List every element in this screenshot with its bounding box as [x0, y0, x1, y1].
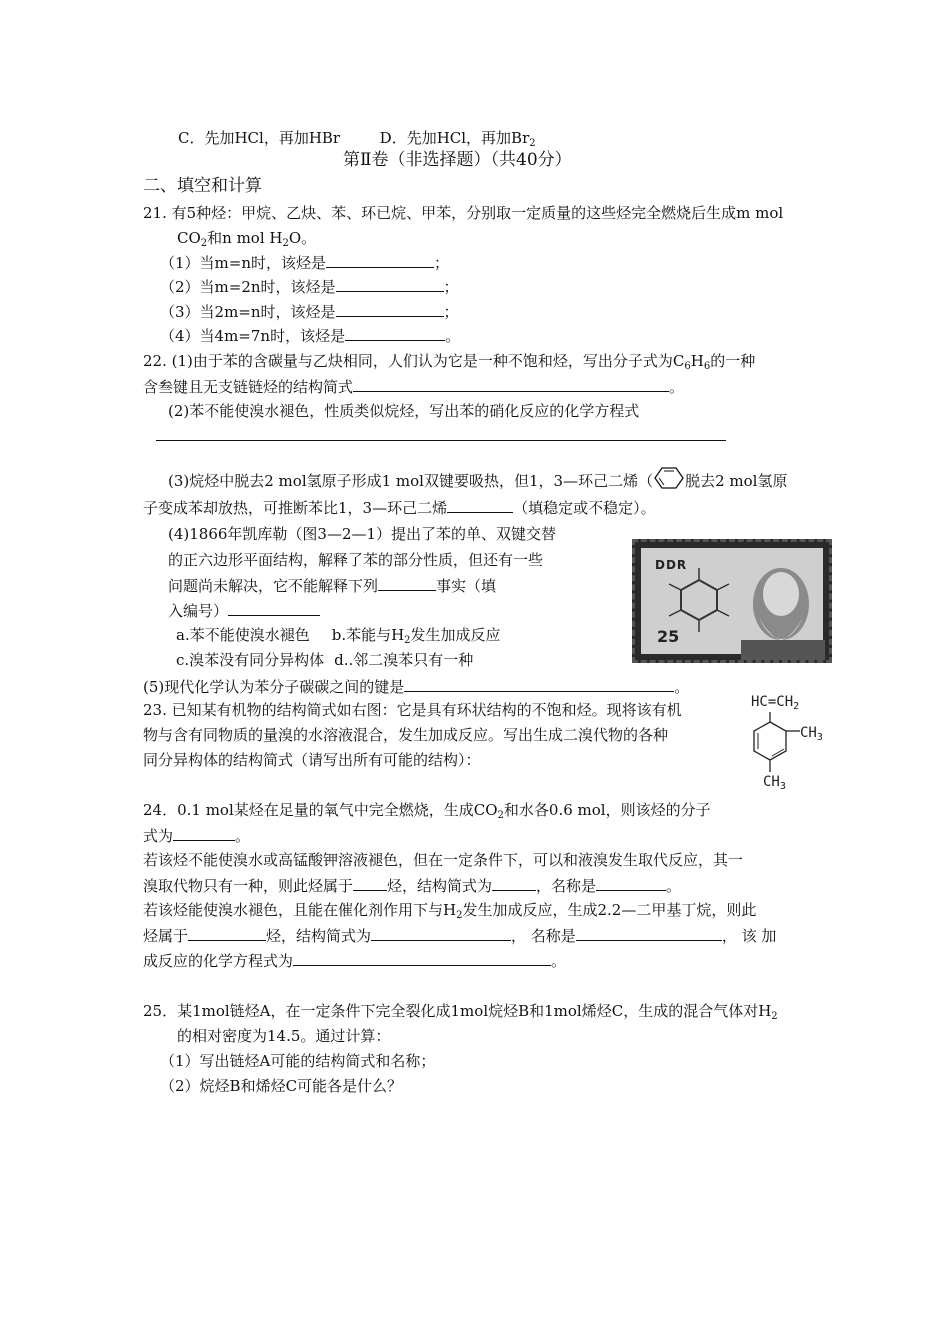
- q25-line1: 25．某1mol链烃A，在一定条件下完全裂化成1mol烷烃B和1mol烯烃C，生成的混合气体对$H_2$: [143, 1002, 778, 1022]
- q22-p4-line2: 的正六边形平面结构，解释了苯的部分性质，但还有一些: [168, 551, 544, 569]
- vinyl-group-label: $HC=CH_2$: [751, 694, 800, 712]
- q24-line6: 烃属于 烃，结构简式为 ， 名称是 ， 该 加: [143, 927, 777, 945]
- answer-blank[interactable]: [336, 276, 444, 292]
- answer-blank[interactable]: [336, 301, 444, 317]
- q22-p3-line1: (3)烷烃中脱去2 mol氢原子形成1 mol双键要吸热，但1，3—环己二烯（ 脱去2 mol氢原: [168, 471, 787, 492]
- q21-stem-line2: $CO_2$和n mol $H_2O$。: [177, 229, 317, 249]
- answer-blank[interactable]: [576, 925, 722, 941]
- q24-line3: 若该烃不能使溴水或高锰酸钾溶液褪色，但在一定条件下，可以和液溴发生取代反应，其一: [143, 851, 744, 869]
- q21-item-1: （1）当m=n时，该烃是 ；: [160, 254, 450, 272]
- q24-line7: 成反应的化学方程式为 。: [143, 952, 567, 970]
- answer-blank[interactable]: [371, 925, 511, 941]
- q22-p4-line3: 问题尚未解决，它不能解释下列 事实（填: [168, 577, 497, 595]
- answer-blank[interactable]: [326, 252, 434, 268]
- option-c: c.溴苯没有同分异构体: [176, 651, 325, 669]
- option-c: C．先加HCl，再加HBr: [178, 129, 341, 147]
- q22-options-ab: a.苯不能使溴水褪色 b.苯能与$H_2$发生加成反应: [176, 626, 501, 646]
- q25-line4: （2）烷烃B和烯烃C可能各是什么？: [160, 1077, 403, 1095]
- part-title: 二、填空和计算: [143, 176, 262, 196]
- option-d: d..邻二溴苯只有一种: [334, 651, 474, 669]
- answer-blank[interactable]: [492, 875, 536, 891]
- answer-blank[interactable]: [188, 925, 266, 941]
- answer-line[interactable]: [156, 440, 726, 441]
- q22-p3-line2: 子变成苯却放热，可推断苯比1，3—环己二烯 （填稳定或不稳定）。: [143, 499, 656, 517]
- q23-line3: 同分异构体的结构简式（请写出所有可能的结构）：: [143, 751, 481, 769]
- q22-p2: (2)苯不能使溴水褪色，性质类似烷烃，写出苯的硝化反应的化学方程式: [168, 402, 640, 420]
- methyl-group-label: $CH_3$: [800, 725, 823, 743]
- q22-p1-line1: 22. (1)由于苯的含碳量与乙炔相同，人们认为它是一种不饱和烃，写出分子式为$C_6H_6$的一种: [143, 352, 756, 372]
- benzene-ring-icon: [653, 472, 685, 492]
- answer-blank[interactable]: [353, 875, 387, 891]
- q21-item-2: （2）当m=2n时，该烃是 ；: [160, 278, 459, 296]
- q22-p4-line4: 入编号）: [168, 600, 320, 621]
- answer-blank[interactable]: [378, 575, 436, 591]
- answer-blank[interactable]: [293, 950, 551, 966]
- option-d: D．先加HCl，再加Br: [379, 129, 530, 147]
- q20-options: C．先加HCl，再加HBr D．先加HCl，再加$Br_2$: [178, 129, 536, 149]
- q21-item-3: （3）当2m=n时，该烃是 ；: [160, 303, 459, 321]
- answer-blank[interactable]: [596, 875, 666, 891]
- q24-line2: 式为 。: [143, 827, 251, 845]
- q22-p1-line2: 含叁键且无支链链烃的结构简式 。: [143, 378, 685, 396]
- q23-line1: 23. 已知某有机物的结构简式如右图：它是具有环状结构的不饱和烃。现将该有机: [143, 701, 682, 719]
- answer-blank[interactable]: [404, 676, 674, 692]
- option-b: b.苯能与H: [331, 626, 405, 644]
- q25-line3: （1）写出链烃A可能的结构简式和名称；: [160, 1052, 436, 1070]
- q24-line1: 24．0.1 mol某烃在足量的氧气中完全燃烧，生成$CO_2$和水各0.6 mol，则该烃的分子: [143, 801, 711, 821]
- kekule-stamp-image: [632, 539, 832, 663]
- q25-line2: 的相对密度为14.5。通过计算：: [177, 1027, 391, 1045]
- section-title: 第Ⅱ卷（非选择题）（共40分）: [343, 150, 572, 170]
- answer-blank[interactable]: [345, 325, 445, 341]
- answer-blank[interactable]: [228, 600, 320, 616]
- q24-line5: 若该烃能使溴水褪色，且能在催化剂作用下与$H_2$发生加成反应，生成2.2—二甲基丁烷，则此: [143, 901, 757, 921]
- methyl-group-label-bottom: $CH_3$: [763, 774, 786, 792]
- q22-options-cd: [176, 650, 473, 670]
- option-a: a.苯不能使溴水褪色: [176, 626, 310, 644]
- stamp-country: DDR: [655, 558, 688, 572]
- q22-p5: (5)现代化学认为苯分子碳碳之间的键是 。: [143, 678, 690, 696]
- q21-item-4: （4）当4m=7n时，该烃是 。: [160, 327, 461, 345]
- q21-stem-line1: 21. 有5种烃：甲烷、乙炔、苯、环已烷、甲苯，分别取一定质量的这些烃完全燃烧后生成m mol: [143, 204, 784, 222]
- q22-p4-line1: (4)1866年凯库勒（图3—2—1）提出了苯的单、双键交替: [168, 525, 557, 543]
- structural-formula-ring: [748, 710, 808, 774]
- q23-line2: 物与含有同物质的量溴的水溶液混合，发生加成反应。写出生成二溴代物的各种: [143, 726, 669, 744]
- answer-blank[interactable]: [447, 497, 513, 513]
- answer-blank[interactable]: [173, 825, 235, 841]
- q24-line4: 溴取代物只有一种，则此烃属于 烃，结构简式为 ，名称是 。: [143, 877, 682, 895]
- answer-blank[interactable]: [353, 376, 669, 392]
- stamp-value: 25: [657, 627, 680, 646]
